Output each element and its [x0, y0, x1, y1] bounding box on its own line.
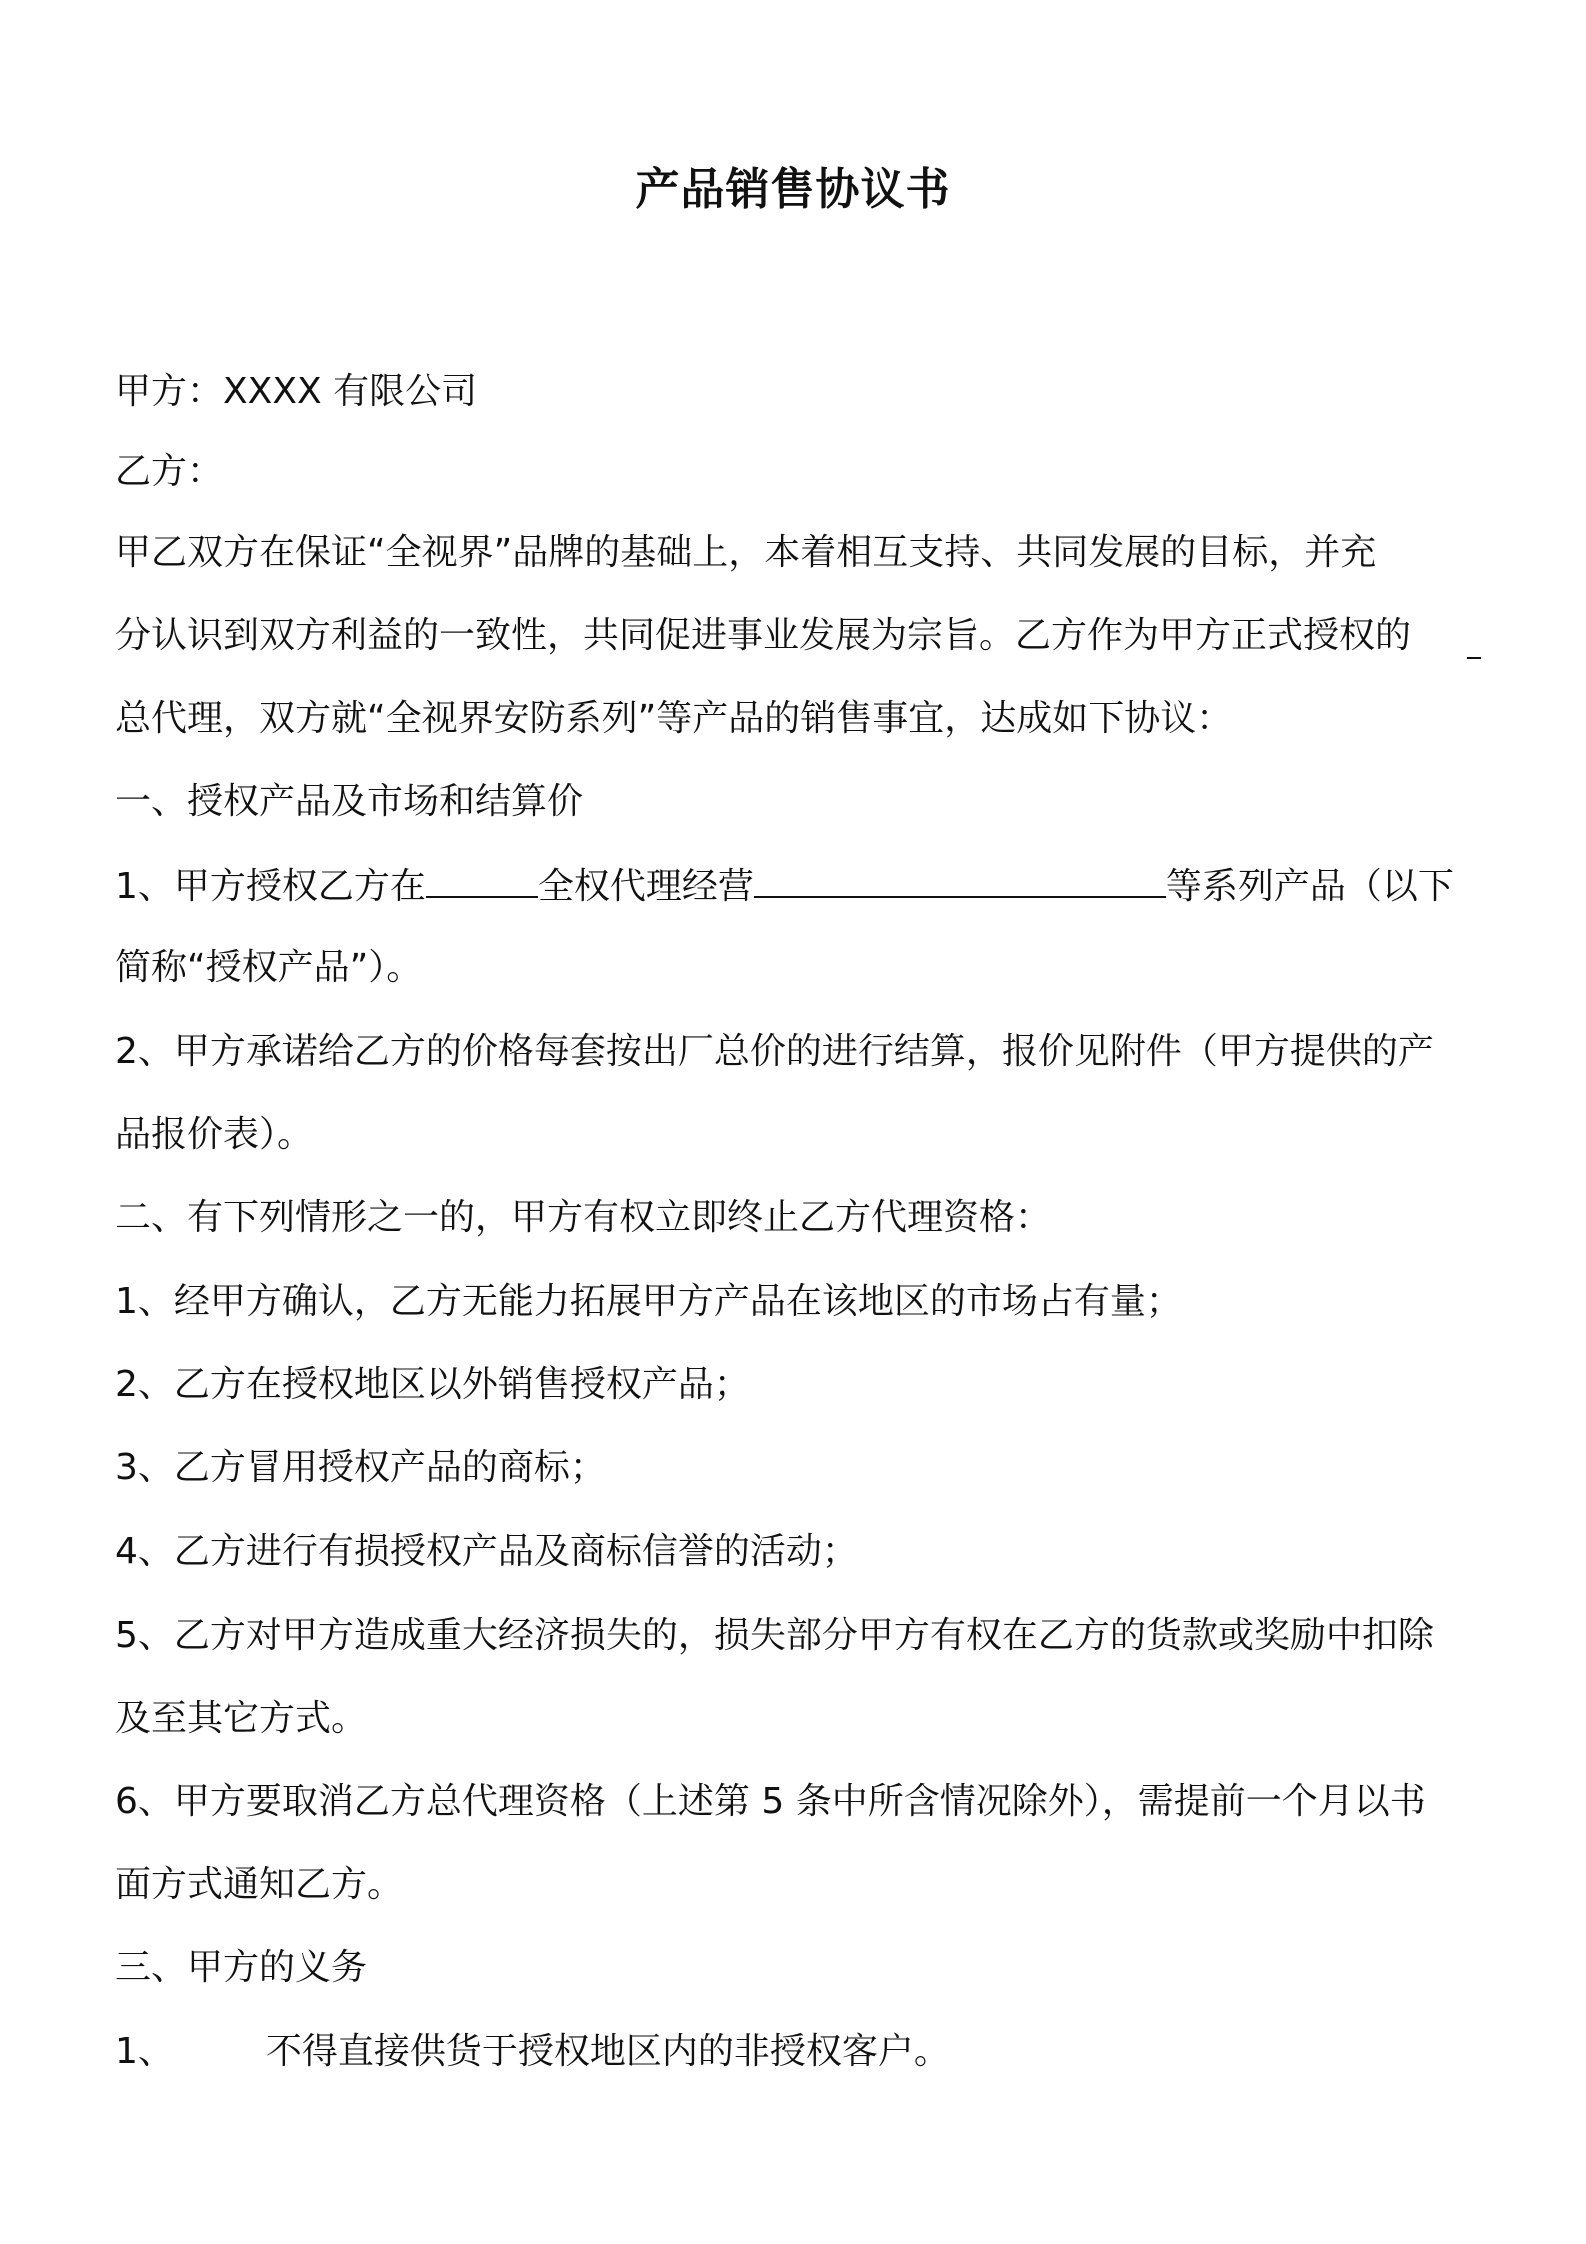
section-1-item-2-line-2: 品报价表）。	[115, 1114, 314, 1155]
section-3-heading: 三、甲方的义务	[115, 1947, 368, 1988]
item-1-text-c: 等系列产品（以下	[1165, 866, 1454, 907]
section-1-item-1	[115, 860, 1454, 912]
preamble-line-1: 甲乙双方在保证“全视界”品牌的基础上，本着相互支持、共同发展的目标，并充	[115, 532, 1377, 573]
item-1-text-b: 全权代理经营	[537, 866, 754, 907]
section-2-heading: 二、有下列情形之一的，甲方有权立即终止乙方代理资格：	[115, 1197, 1052, 1238]
section-2-item-2: 2、乙方在授权地区以外销售授权产品；	[115, 1364, 750, 1405]
section-2-item-4: 4、乙方进行有损授权产品及商标信誉的活动；	[115, 1531, 858, 1572]
region-blank	[426, 860, 538, 898]
section-3-item-1	[115, 2027, 950, 2077]
section-3-item-1-text: 不得直接供货于授权地区内的非授权客户。	[265, 2031, 950, 2072]
section-2-item-6-line-1: 6、甲方要取消乙方总代理资格（上述第 5 条中所含情况除外），需提前一个月以书	[115, 1781, 1426, 1822]
section-2-item-5-line-1: 5、乙方对甲方造成重大经济损失的，损失部分甲方有权在乙方的货款或奖励中扣除	[115, 1615, 1434, 1656]
document-title: 产品销售协议书	[635, 164, 951, 215]
section-1-heading: 一、授权产品及市场和结算价	[115, 781, 584, 822]
section-1-item-2-line-1: 2、甲方承诺给乙方的价格每套按出厂总价的进行结算，报价见附件（甲方提供的产	[115, 1031, 1434, 1072]
product-blank	[754, 860, 1166, 898]
section-2-item-3: 3、乙方冒用授权产品的商标；	[115, 1447, 606, 1488]
section-2-item-5-line-2: 及至其它方式。	[115, 1698, 368, 1739]
section-3-item-1-number: 1、	[115, 2031, 174, 2072]
party-b-line: 乙方：	[115, 451, 224, 492]
section-2-item-6-line-2: 面方式通知乙方。	[115, 1864, 404, 1905]
margin-mark	[1467, 657, 1481, 659]
item-1-text-a: 1、甲方授权乙方在	[115, 866, 426, 907]
section-1-item-1-cont: 简称“授权产品”）。	[115, 947, 423, 988]
party-a-line: 甲方：XXXX 有限公司	[115, 371, 478, 412]
section-2-item-1: 1、经甲方确认，乙方无能力拓展甲方产品在该地区的市场占有量；	[115, 1281, 1182, 1322]
preamble-line-3: 总代理，双方就“全视界安防系列”等产品的销售事宜，达成如下协议：	[115, 698, 1233, 739]
preamble-line-2: 分认识到双方利益的一致性，共同促进事业发展为宗旨。乙方作为甲方正式授权的	[115, 615, 1412, 656]
